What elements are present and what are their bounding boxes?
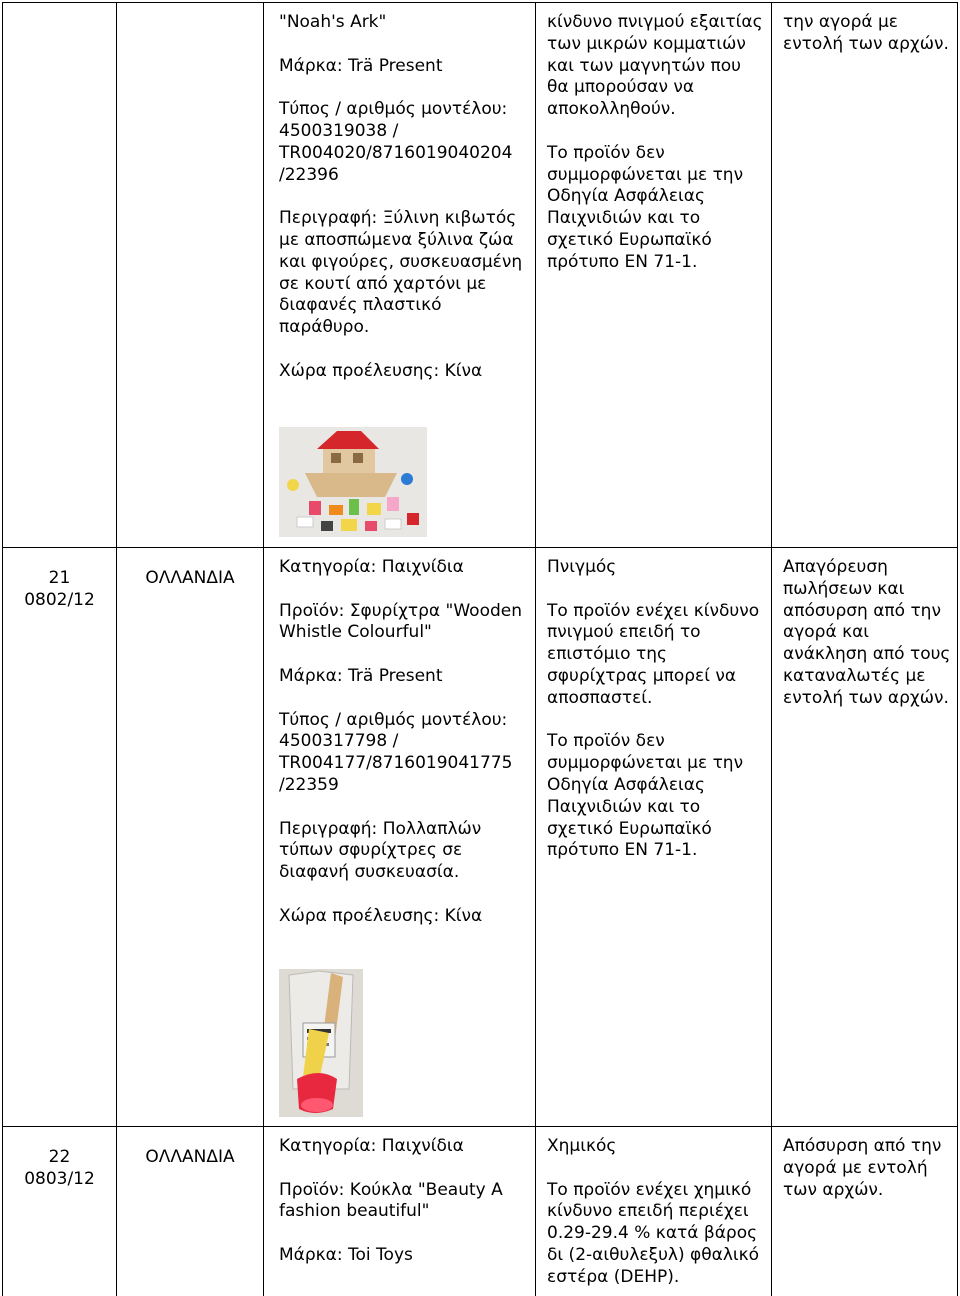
row-2-origin: Χώρα προέλευσης: Κίνα [279,905,483,926]
row-3-number: 22 [48,1147,71,1167]
row-1-risk [547,12,765,274]
row-2-number-cell [3,568,116,612]
table-border-right [957,2,958,1296]
row-2-product-image [279,969,363,1117]
row-2-country-cell [117,568,263,590]
row-2-model: Τύπος / αριθμός μοντέλου: 4500317798 / TR004177/8716019041775 /22359 [279,709,513,795]
row-2-code: 0802/12 [24,589,95,610]
row-3-product: Προϊόν: Κούκλα "Beauty A fashion beautiful" [279,1179,503,1222]
table-border-left [2,2,3,1296]
row-3-risk-type: Χημικός [547,1136,617,1156]
row-2-risk-compliance: Το προϊόν δεν συμμορφώνεται με την Οδηγία Ασφάλειας Παιχνιδιών και το σχετικό Ευρωπαϊκό πρότυπο EN 71-1. [547,731,744,861]
row-1-origin: Χώρα προέλευσης: Κίνα [279,360,483,381]
row-2-measures [783,557,951,710]
row-2-number: 21 [48,568,71,588]
table-border-top [2,2,958,3]
column-divider-4 [771,2,772,1296]
row-3-country-cell [117,1147,263,1169]
noahs-ark-photo [279,427,427,537]
row-2-brand: Μάρκα: Trä Present [279,665,443,686]
row-1-description: Περιγραφή: Ξύλινη κιβωτός με αποσπώμενα ξύλινα ζώα και φιγούρες, συσκευασμένη σε κουτί από χαρτόνι με διαφανές πλαστικό παράθυρο. [279,208,523,338]
row-2-product: Προϊόν: Σφυρίχτρα "Wooden Whistle Colourful" [279,600,523,643]
row-2-details [279,557,529,928]
row-3-risk [547,1136,765,1289]
row-2-category: Κατηγορία: Παιχνίδια [279,557,464,577]
wooden-whistle-photo [279,969,363,1117]
row-1-risk-compliance: Το προϊόν δεν συμμορφώνεται με την Οδηγία Ασφάλειας Παιχνιδιών και το σχετικό Ευρωπαϊκό πρότυπο EN 71-1. [547,142,744,272]
row-1-brand: Μάρκα: Trä Present [279,55,443,76]
row-3-brand: Μάρκα: Toi Toys [279,1244,413,1265]
row-2-risk [547,557,765,862]
row-3-measures [783,1136,951,1201]
row-1-product-image [279,427,427,537]
row-1-measures-text: την αγορά με εντολή των αρχών. [783,12,949,54]
row-3-number-cell [3,1147,116,1191]
row-3-code: 0803/12 [24,1168,95,1189]
row-2-risk-description: Το προϊόν ενέχει κίνδυνο πνιγμού επειδή το επιστόμιο της σφυρίχτρας μπορεί να αποσπαστεί. [547,600,760,708]
row-2-risk-type: Πνιγμός [547,557,617,577]
row-divider-1 [2,547,958,548]
row-1-model: Τύπος / αριθμός μοντέλου: 4500319038 / TR004020/8716019040204 /22396 [279,99,513,185]
column-divider-2 [263,2,264,1296]
row-1-risk-description: κίνδυνο πνιγμού εξαιτίας των μικρών κομματιών και των μαγνητών που θα μπορούσαν να αποκολληθούν. [547,12,763,120]
column-divider-1 [116,2,117,1296]
row-3-country: ΟΛΛΑΝΔΙΑ [145,1147,235,1167]
column-divider-3 [535,2,536,1296]
row-3-details [279,1136,529,1267]
row-3-measures-text: Απόσυρση από την αγορά με εντολή των αρχών. [783,1136,942,1200]
row-2-measures-text: Απαγόρευση πωλήσεων και απόσυρση από την αγορά και ανάκληση από τους καταναλωτές με εντολή των αρχών. [783,557,951,708]
row-1-details [279,12,529,383]
row-1-measures [783,12,951,56]
row-3-category: Κατηγορία: Παιχνίδια [279,1136,464,1156]
row-3-risk-description: Το προϊόν ενέχει χημικό κίνδυνο επειδή περιέχει 0.29-29.4 % κατά βάρος δι (2-αιθυλεξυλ) φθαλικό εστέρα (DEHP). [547,1179,760,1287]
row-1-product-name: "Noah's Ark" [279,12,387,32]
row-2-country: ΟΛΛΑΝΔΙΑ [145,568,235,588]
row-2-description: Περιγραφή: Πολλαπλών τύπων σφυρίχτρες σε διαφανή συσκευασία. [279,818,482,883]
row-divider-2 [2,1126,958,1127]
